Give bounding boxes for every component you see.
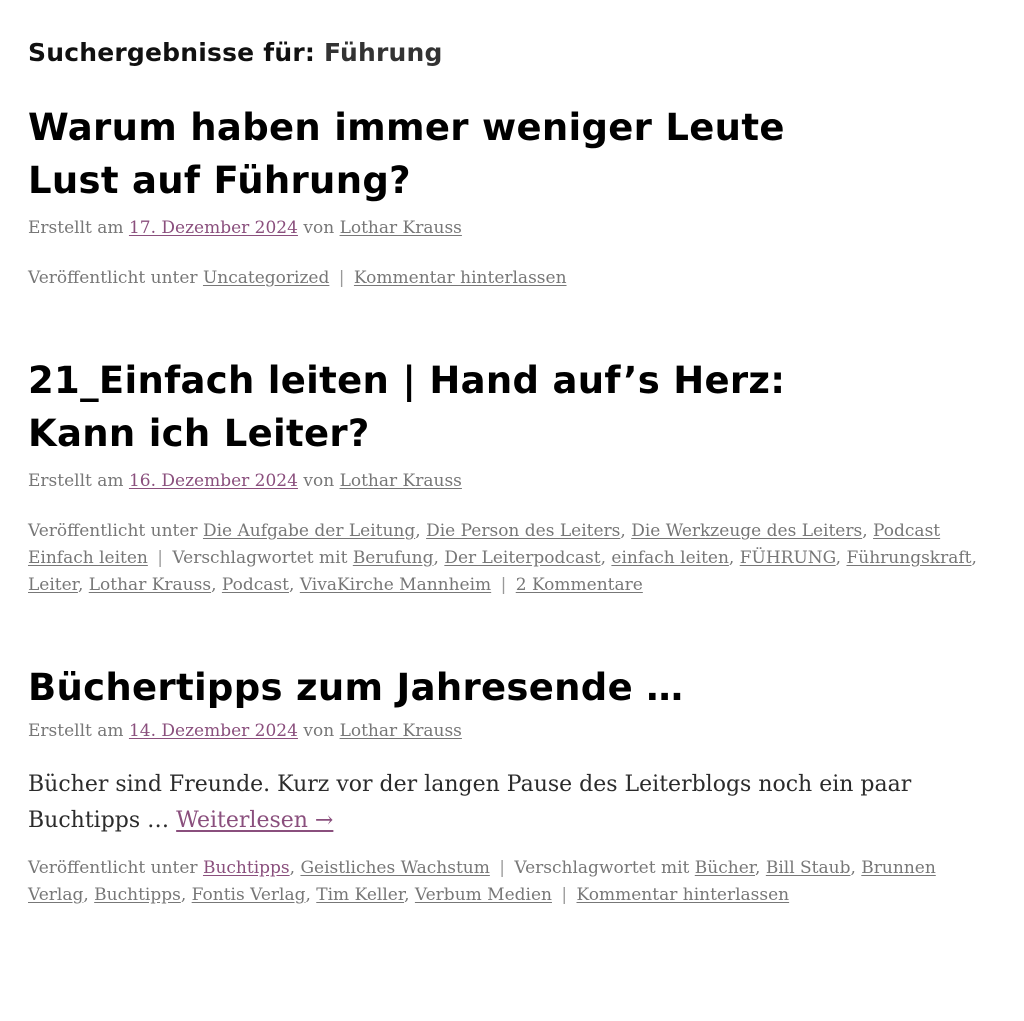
tag-link[interactable]: Tim Keller xyxy=(316,885,405,905)
tag-link[interactable]: Berufung xyxy=(352,548,434,568)
separator: | xyxy=(338,268,345,288)
search-heading-prefix: Suchergebnisse für: xyxy=(28,38,316,67)
post-author-link[interactable]: Lothar Krauss xyxy=(339,721,462,741)
post-meta xyxy=(28,468,996,495)
post-footer xyxy=(28,265,994,292)
tag-link[interactable]: Leiter xyxy=(28,575,78,595)
created-label: Erstellt am xyxy=(28,471,124,491)
post-date-link[interactable]: 17. Dezember 2024 xyxy=(128,218,298,238)
tag-link[interactable]: Bücher xyxy=(694,858,756,878)
search-results-heading xyxy=(28,38,996,67)
category-link[interactable]: Die Aufgabe der Leitung xyxy=(202,521,416,541)
published-in-label: Veröffentlicht unter xyxy=(28,521,198,541)
tag-link[interactable]: Fontis Verlag xyxy=(191,885,306,905)
category-link[interactable]: Uncategorized xyxy=(202,268,330,288)
post-date-link[interactable]: 14. Dezember 2024 xyxy=(128,721,298,741)
by-label: von xyxy=(303,471,335,491)
read-more-link[interactable]: Weiterlesen → xyxy=(176,808,334,833)
tag-link[interactable]: FÜHRUNG xyxy=(739,548,836,568)
category-link[interactable]: Die Person des Leiters xyxy=(426,521,621,541)
post-entry xyxy=(28,661,996,909)
created-label: Erstellt am xyxy=(28,721,124,741)
by-label: von xyxy=(303,218,335,238)
post-title-link[interactable]: 21_Einfach leiten | Hand auf’s Herz: Kann ich Leiter? xyxy=(28,359,786,455)
tagged-label: Verschlagwortet mit xyxy=(172,548,348,568)
search-results-page xyxy=(0,38,1024,909)
category-link[interactable]: Die Werkzeuge des Leiters xyxy=(631,521,863,541)
created-label: Erstellt am xyxy=(28,218,124,238)
tag-link[interactable]: Lothar Krauss xyxy=(88,575,212,595)
tag-link[interactable]: Brunnen Verlag xyxy=(28,858,936,905)
tag-link[interactable]: VivaKirche Mannheim xyxy=(299,575,492,595)
post-footer: Veröffentlicht unter Die Aufgabe der Leitung, Die Person des Leiters, Die Werkzeuge des Leiters, Podcast Einfach leiten | Verschlagwortet mit Berufung, Der Leiterpodcast, einfach leiten, FÜHRUNG, Führungskraft, Leiter, Lothar Krauss, Podcast, VivaKirche Mannheim | 2 Kommentare xyxy=(28,521,977,595)
category-link[interactable]: Geistliches Wachstum xyxy=(300,858,490,878)
post-author-link[interactable]: Lothar Krauss xyxy=(339,471,462,491)
tag-link[interactable]: einfach leiten xyxy=(611,548,729,568)
category-link[interactable]: Buchtipps xyxy=(202,858,290,878)
published-in-label: Veröffentlicht unter xyxy=(28,268,198,288)
post-author-link[interactable]: Lothar Krauss xyxy=(339,218,462,238)
tag-link[interactable]: Führungskraft xyxy=(846,548,972,568)
post-date-link[interactable]: 16. Dezember 2024 xyxy=(128,471,298,491)
comment-link[interactable]: Kommentar hinterlassen xyxy=(353,268,567,288)
tag-link[interactable]: Bill Staub xyxy=(765,858,851,878)
separator: | xyxy=(561,885,568,905)
search-term: Führung xyxy=(323,38,443,67)
post-entry xyxy=(28,101,996,292)
separator: | xyxy=(499,858,505,878)
separator: | xyxy=(500,575,507,595)
post-title-link[interactable]: Warum haben immer weniger Leute Lust auf Führung? xyxy=(28,106,785,202)
comment-link[interactable]: 2 Kommentare xyxy=(515,575,643,595)
category-link[interactable]: Podcast Einfach leiten xyxy=(28,521,941,568)
tag-link[interactable]: Der Leiterpodcast xyxy=(444,548,601,568)
tag-link[interactable]: Verbum Medien xyxy=(414,885,552,905)
separator: | xyxy=(157,548,164,568)
post-excerpt xyxy=(28,767,988,839)
post-meta xyxy=(28,215,996,242)
tag-link[interactable]: Podcast xyxy=(221,575,289,595)
tagged-label: Verschlagwortet mit xyxy=(514,858,690,878)
tag-link[interactable]: Buchtipps xyxy=(94,885,181,905)
by-label: von xyxy=(303,721,335,741)
post-meta xyxy=(28,718,996,745)
post-footer: Veröffentlicht unter Buchtipps, Geistliches Wachstum | Verschlagwortet mit Bücher, Bill Staub, Brunnen Verlag, Buchtipps, Fontis Verlag, Tim Keller, Verbum Medien | Kommentar hinterlassen xyxy=(28,858,936,905)
published-in-label: Veröffentlicht unter xyxy=(28,858,198,878)
post-entry xyxy=(28,354,996,599)
post-title-link[interactable]: Büchertipps zum Jahresende … xyxy=(28,666,684,709)
excerpt-text: Bücher sind Freunde. Kurz vor der langen Pause des Leiterblogs noch ein paar Buchtipps … xyxy=(28,772,912,833)
comment-link[interactable]: Kommentar hinterlassen xyxy=(576,885,790,905)
